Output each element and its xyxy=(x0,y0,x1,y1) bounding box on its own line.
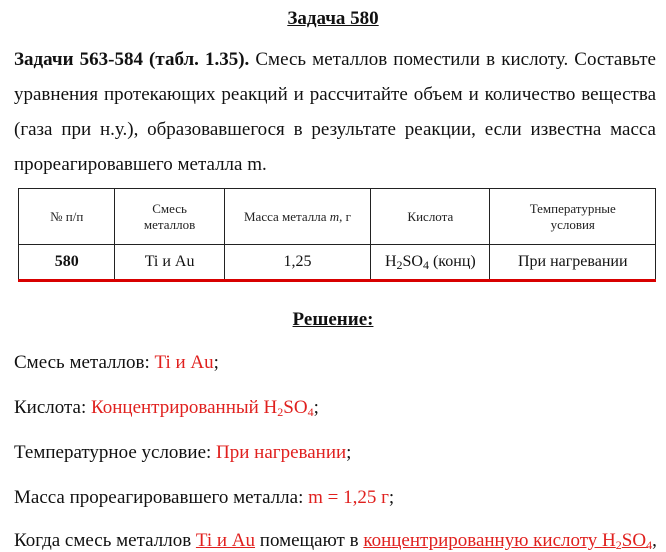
cell-mass: 1,25 xyxy=(224,245,370,281)
problem-title: Задача 580 xyxy=(287,8,379,29)
cell-num: 580 xyxy=(19,245,115,281)
header-mix: Смесь металлов xyxy=(115,189,224,245)
table-header-row xyxy=(19,189,656,245)
cell-acid: $H_2SO_4$ (конц) xyxy=(371,245,490,281)
header-mass: Масса металла m, г xyxy=(224,189,370,245)
task-line-3: (газа при н.у.), образовавшегося в результате реакции, если известна масса xyxy=(14,119,656,140)
solution-line-mass: Масса прореагировавшего металла: m = 1,25 г; xyxy=(14,487,395,508)
solution-line-mixture: Смесь металлов: Ti и Au; xyxy=(14,352,219,373)
parameters-table xyxy=(18,188,656,282)
task-line-2: уравнения протекающих реакций и рассчитайте объем и количество вещества xyxy=(14,84,656,105)
header-acid: Кислота xyxy=(371,189,490,245)
table-row xyxy=(19,245,656,281)
cell-mix: Ti и Au xyxy=(115,245,224,281)
solution-line-intro: Когда смесь металлов Ti и Au помещают в концентрированную кислоту $H_2SO_4$, xyxy=(14,530,657,552)
solution-line-temperature: Температурное условие: При нагревании; xyxy=(14,442,352,463)
solution-title: Решение: xyxy=(292,309,374,330)
task-line-4: прореагировавшего металла m. xyxy=(14,154,267,175)
task-statement xyxy=(14,42,656,182)
header-num: № п/п xyxy=(19,189,115,245)
task-line-1: Задачи 563-584 (табл. 1.35). Смесь металлов поместили в кислоту. Составьте xyxy=(14,49,656,70)
header-temp: Температурные условия xyxy=(490,189,656,245)
solution-line-acid: Кислота: Концентрированный $H_2SO_4$; xyxy=(14,397,319,419)
cell-temp: При нагревании xyxy=(490,245,656,281)
task-reference: Задачи 563-584 (табл. 1.35). xyxy=(14,49,250,70)
